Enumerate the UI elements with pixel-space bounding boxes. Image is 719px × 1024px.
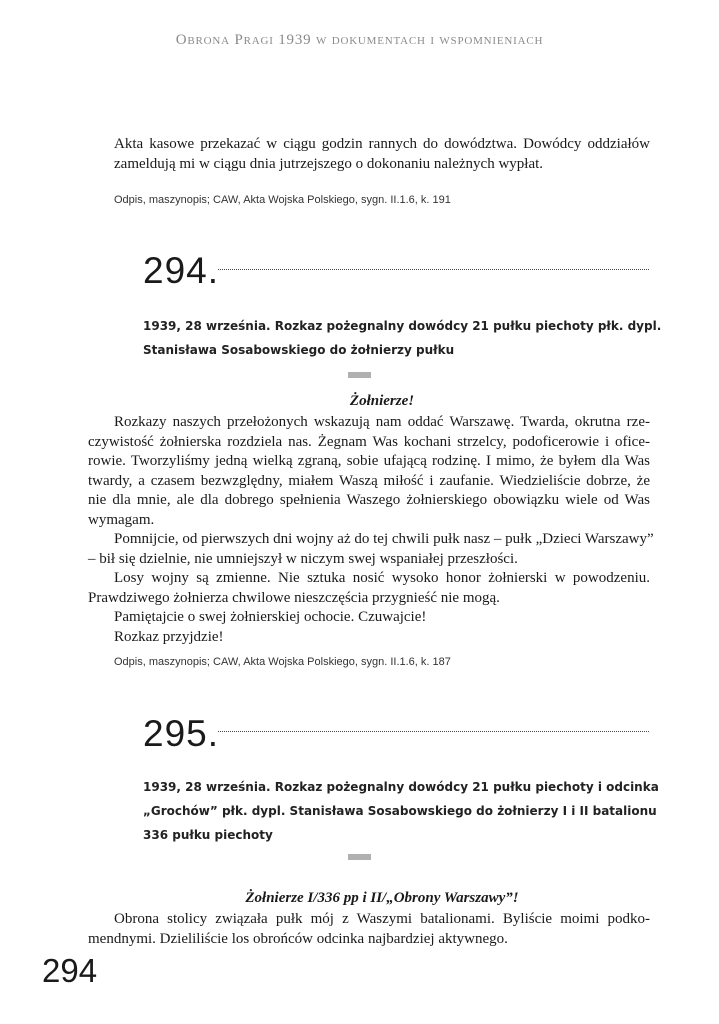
- dotted-rule: [218, 269, 649, 270]
- title-line: „Grochów” płk. dypl. Stanisława Sosabowskiego do żołnierzy I i II batalionu: [143, 804, 657, 818]
- running-header: Obrona Pragi 1939 w dokumentach i wspomnieniach: [175, 32, 544, 48]
- body-line: rowie. Tworzyliśmy jedną wielką zgraną, sobie ufającą rodzinę. I mimo, że byłem dla Was: [88, 453, 650, 469]
- body-line: nie dla mnie, ale dla dobrego spełnienia Waszego żołnierskiego obowiązku wiele od Was: [88, 492, 650, 508]
- title-line: Stanisława Sosabowskiego do żołnierzy pułku: [143, 343, 455, 357]
- body-line: Losy wojny są zmienne. Nie sztuka nosić wysoko honor żołnierski w powodzeniu.: [114, 570, 650, 586]
- letter-heading-294: Żołnierze!: [349, 393, 415, 409]
- document-body-295: [88, 910, 650, 949]
- body-line: Rozkaz przyjdzie!: [114, 628, 224, 645]
- section-divider: [348, 372, 371, 378]
- title-line: 336 pułku piechoty: [143, 828, 273, 842]
- body-line: – bił się dzielnie, nie umniejszył w niczym swej wspaniałej przeszłości.: [88, 550, 518, 567]
- intro-paragraph: [114, 135, 650, 174]
- body-line: Pomnijcie, od pierwszych dni wojny aż do tej chwili pułk nasz – pułk „Dzieci Warszawy”: [114, 531, 654, 547]
- body-line: mendnymi. Dzieliliście los obrońców odcinka najbardziej aktywnego.: [88, 930, 508, 947]
- document-title-294: [143, 314, 662, 362]
- body-line: twardy, a czasem bezwzględny, miałem Waszą miłość i zaufanie. Wiedzieliście dobrze, że: [88, 472, 650, 489]
- body-line: wymagam.: [88, 511, 155, 528]
- dotted-rule: [218, 731, 649, 732]
- section-divider: [348, 854, 371, 860]
- page-number: 294: [42, 952, 98, 989]
- body-line: Obrona stolicy związała pułk mój z Waszymi batalionami. Byliście moimi podko-: [114, 911, 650, 927]
- source-note-187: Odpis, maszynopis; CAW, Akta Wojska Polskiego, sygn. II.1.6, k. 187: [114, 656, 451, 668]
- body-line: Rozkazy naszych przełożonych wskazują nam oddać Warszawę. Twarda, okrutna rze-: [114, 414, 650, 430]
- title-line: 1939, 28 września. Rozkaz pożegnalny dowódcy 21 pułku piechoty płk. dypl.: [143, 319, 662, 333]
- title-line: 1939, 28 września. Rozkaz pożegnalny dowódcy 21 pułku piechoty i odcinka: [143, 780, 659, 794]
- letter-heading-295: Żołnierze I/336 pp i II/„Obrony Warszawy”!: [245, 890, 519, 906]
- document-number-294: 294.: [143, 250, 220, 291]
- document-body-294: [88, 413, 654, 647]
- body-line: Pamiętajcie o swej żołnierskiej ochocie. Czuwajcie!: [114, 609, 427, 625]
- source-note-191: Odpis, maszynopis; CAW, Akta Wojska Polskiego, sygn. II.1.6, k. 191: [114, 194, 451, 206]
- intro-line-1: Akta kasowe przekazać w ciągu godzin rannych do dowództwa. Dowódcy oddziałów: [114, 136, 650, 152]
- document-number-295: 295.: [143, 713, 220, 754]
- body-line: Prawdziwego żołnierza chwilowe nieszczęścia przygnieść nie mogą.: [88, 589, 500, 606]
- document-title-295: [143, 775, 659, 847]
- body-line: czywistość żołnierska rozdziela nas. Żegnam Was kochani strzelcy, podoficerowie i ofice-: [88, 433, 650, 450]
- intro-line-2: zameldują mi w ciągu dnia jutrzejszego o dokonaniu należnych wypłat.: [114, 155, 544, 172]
